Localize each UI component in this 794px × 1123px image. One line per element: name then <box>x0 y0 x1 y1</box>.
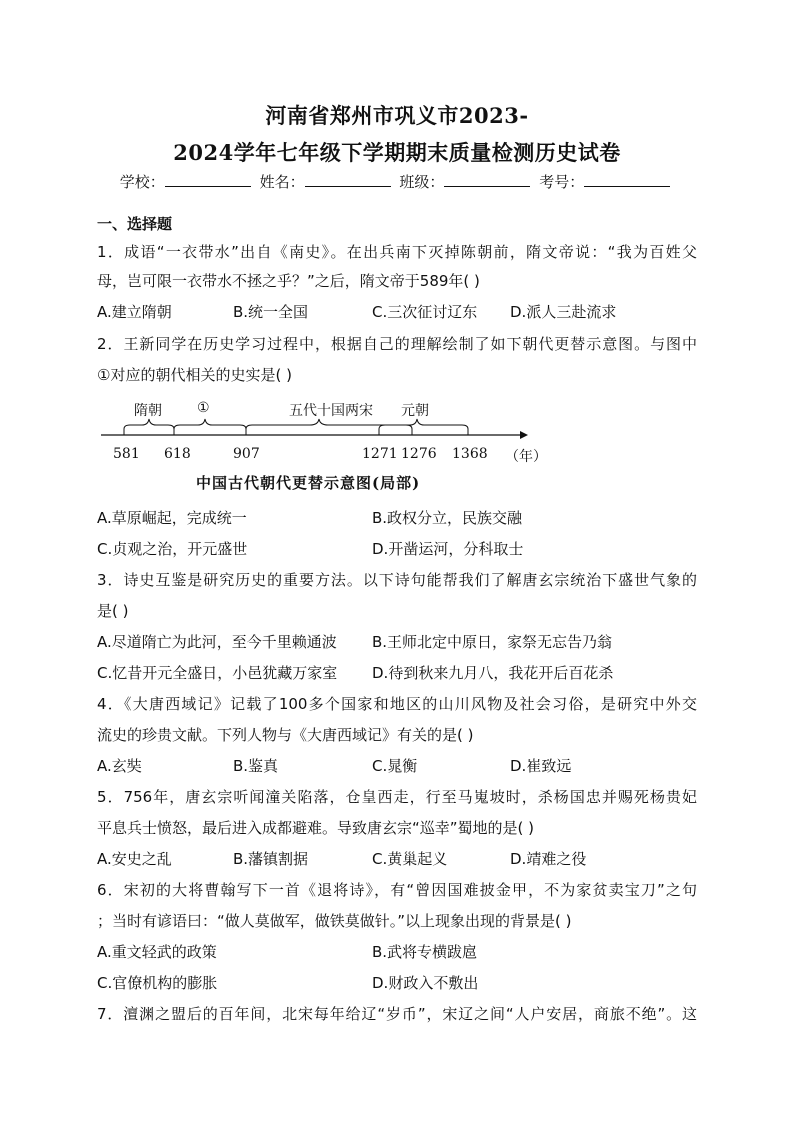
section-title: 一、选择题 <box>97 215 173 233</box>
question-4-option-b[interactable]: B.鉴真 <box>233 757 279 775</box>
question-6-option-a[interactable]: A.重文轻武的政策 <box>97 943 217 961</box>
question-3-option-d[interactable]: D.待到秋来九月八，我花开后百花杀 <box>372 664 614 682</box>
question-1-line-1: 1．成语“一衣带水”出自《南史》。在出兵南下灭掉陈朝前，隋文帝说：“我为百姓父 <box>97 243 697 261</box>
question-5-option-d[interactable]: D.靖难之役 <box>510 850 587 868</box>
question-1-option-c[interactable]: C.三次征讨辽东 <box>372 303 478 321</box>
timeline-year-unit: （年） <box>505 449 547 465</box>
question-6-option-c[interactable]: C.官僚机构的膨胀 <box>97 974 218 992</box>
timeline-year-1368: 1368 <box>452 446 488 462</box>
timeline-caption: 中国古代朝代更替示意图(局部) <box>196 474 421 492</box>
question-3-option-c[interactable]: C.忆昔开元全盛日，小邑犹藏万家室 <box>97 664 338 682</box>
class-label: 班级： <box>399 173 445 191</box>
question-3-option-b[interactable]: B.王师北定中原日，家祭无忘告乃翁 <box>372 633 613 651</box>
timeline-label-sui: 隋朝 <box>134 403 162 419</box>
question-7-line-1: 7．澶渊之盟后的百年间，北宋每年给辽“岁币”，宋辽之间“人户安居，商旅不绝”。这 <box>97 1005 697 1023</box>
brace-sui <box>124 419 174 435</box>
brace-yuan <box>379 419 468 435</box>
question-5-line-2: 平息兵士愤怒，最后进入成都避难。导致唐玄宗“巡幸”蜀地的是( ) <box>97 819 535 837</box>
timeline-year-1276: 1276 <box>401 446 437 462</box>
question-1-option-a[interactable]: A.建立隋朝 <box>97 303 172 321</box>
question-2-option-b[interactable]: B.政权分立，民族交融 <box>372 509 523 527</box>
school-label: 学校： <box>119 173 165 191</box>
timeline-year-907: 907 <box>233 446 260 462</box>
timeline-year-581: 581 <box>113 446 140 462</box>
question-1-line-2: 母，岂可限一衣带水不拯之乎？”之后，隋文帝于589年( ) <box>97 272 480 290</box>
question-3-line-2: 是( ) <box>97 602 129 620</box>
question-2-line-2: ①对应的朝代相关的史实是( ) <box>97 366 292 384</box>
brace-circle-one <box>174 419 246 435</box>
name-label: 姓名： <box>259 173 305 191</box>
question-3-option-a[interactable]: A.尽道隋亡为此河，至今千里赖通波 <box>97 633 337 651</box>
exam-title-line2: 2024学年七年级下学期期末质量检测历史试卷 <box>173 140 621 165</box>
number-label: 考号： <box>539 173 585 191</box>
question-2-option-c[interactable]: C.贞观之治，开元盛世 <box>97 540 248 558</box>
question-2-line-1: 2．王新同学在历史学习过程中，根据自己的理解绘制了如下朝代更替示意图。与图中 <box>97 335 697 353</box>
question-6-option-d[interactable]: D.财政入不敷出 <box>372 974 479 992</box>
question-2-option-d[interactable]: D.开凿运河，分科取士 <box>372 540 524 558</box>
timeline-label-circle-one: ① <box>197 400 210 416</box>
question-2-option-a[interactable]: A.草原崛起，完成统一 <box>97 509 247 527</box>
question-4-line-1: 4．《大唐西域记》记载了100多个国家和地区的山川风物及社会习俗，是研究中外交 <box>97 695 697 713</box>
question-1-option-b[interactable]: B.统一全国 <box>233 303 309 321</box>
timeline-year-618: 618 <box>164 446 191 462</box>
question-5-option-c[interactable]: C.黄巢起义 <box>372 850 448 868</box>
question-4-option-c[interactable]: C.晁衡 <box>372 757 418 775</box>
question-3-line-1: 3．诗史互鉴是研究历史的重要方法。以下诗句能帮我们了解唐玄宗统治下盛世气象的 <box>97 571 697 589</box>
question-6-line-2: ；当时有谚语曰：“做人莫做军，做铁莫做针。”以上现象出现的背景是( ) <box>97 912 572 930</box>
brace-wudai-song <box>246 419 412 435</box>
timeline-year-1271: 1271 <box>362 446 398 462</box>
question-6-option-b[interactable]: B.武将专横跋扈 <box>372 943 478 961</box>
question-5-line-1: 5．756年，唐玄宗听闻潼关陷落，仓皇西走，行至马嵬坡时，杀杨国忠并赐死杨贵妃 <box>97 788 697 806</box>
question-1-option-d[interactable]: D.派人三赴流求 <box>510 303 617 321</box>
exam-title-line1: 河南省郑州市巩义市2023- <box>265 103 529 128</box>
question-6-line-1: 6．宋初的大将曹翰写下一首《退将诗》，有“曾因国难披金甲，不为家贫卖宝刀”之句 <box>97 881 697 899</box>
question-5-option-b[interactable]: B.藩镇割据 <box>233 850 309 868</box>
timeline-label-wudai-song: 五代十国两宋 <box>289 403 373 419</box>
question-5-option-a[interactable]: A.安史之乱 <box>97 850 172 868</box>
timeline-label-yuan: 元朝 <box>401 403 429 419</box>
question-4-option-a[interactable]: A.玄奘 <box>97 757 142 775</box>
timeline-arrow <box>520 431 528 439</box>
question-4-line-2: 流史的珍贵文献。下列人物与《大唐西域记》有关的是( ) <box>97 726 474 744</box>
question-4-option-d[interactable]: D.崔致远 <box>510 757 572 775</box>
